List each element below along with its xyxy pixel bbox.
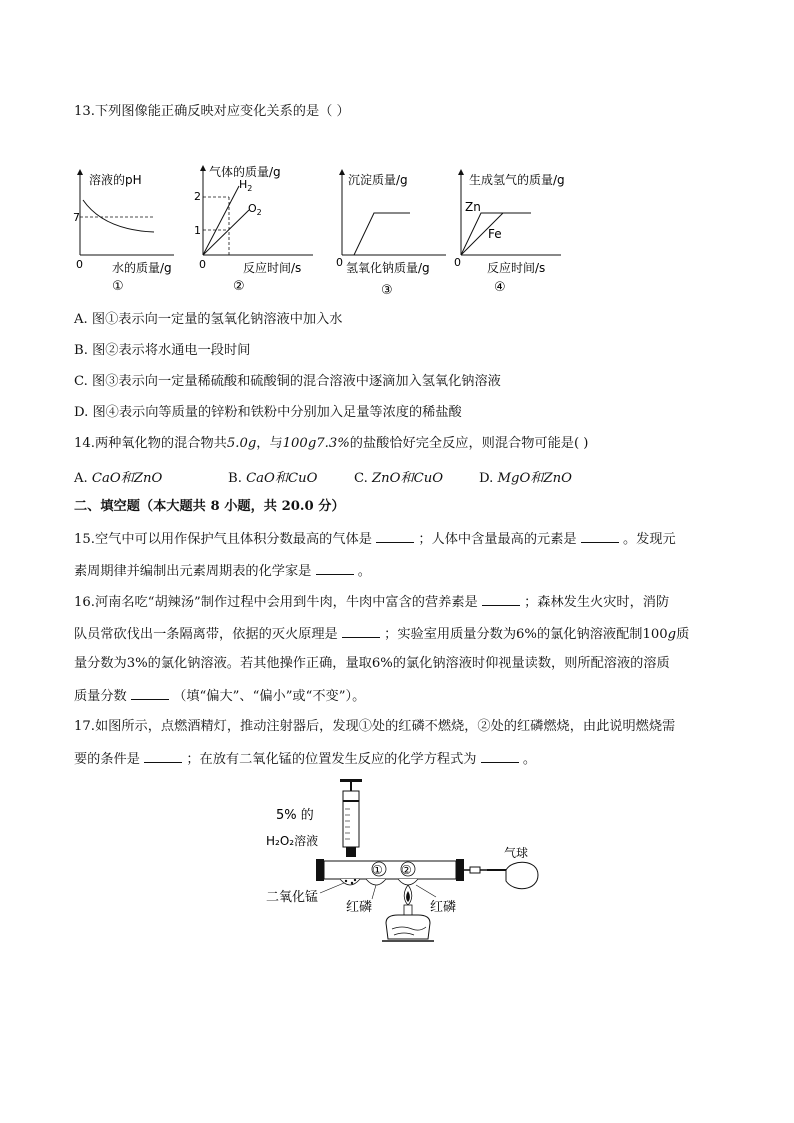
- graph3-origin: 0: [336, 256, 343, 269]
- q13-option-a: A. 图①表示向一定量的氢氧化钠溶液中加入水: [74, 312, 343, 327]
- q15-blank-2: [581, 529, 619, 543]
- q15-blank-1: [376, 529, 414, 543]
- graph4-fe: Fe: [488, 227, 502, 241]
- q14-stem: 14.两种氧化物的混合物共5.0g，与100g7.3%的盐酸恰好完全反应，则混合物可能是( ): [74, 436, 589, 451]
- label-phosphorus-1: 红磷: [346, 900, 373, 915]
- graph2-origin: 0: [199, 258, 206, 271]
- q16-line3: 量分数为3%的氯化钠溶液。若其他操作正确，量取6%的氯化钠溶液时仰视量读数，则所配溶液的溶质: [74, 656, 670, 671]
- q17-blank-2: [481, 749, 519, 763]
- graph-electrolysis: [193, 160, 323, 300]
- q17-line2: 要的条件是 ；在放有二氧化锰的位置发生反应的化学方程式为 。: [74, 749, 536, 769]
- graph2-tick-2: 2: [194, 190, 201, 203]
- label-mno2: 二氧化锰: [266, 890, 319, 905]
- graph4-ylabel: 生成氢气的质量/g: [469, 173, 565, 187]
- graph4-num: ④: [494, 280, 506, 295]
- graph-precipitate: [336, 160, 456, 300]
- q17-line1: 17.如图所示，点燃酒精灯，推动注射器后，发现①处的红磷不燃烧，②处的红磷燃烧，由此说明燃烧需: [74, 719, 676, 734]
- q16-line1: 16.河南名吃“胡辣汤”制作过程中会用到牛肉，牛肉中富含的营养素是 ；森林发生火灾时，消防: [74, 592, 669, 612]
- q15-blank-3: [316, 561, 354, 575]
- graph4-zn: Zn: [465, 200, 481, 214]
- alcohol-lamp: [382, 885, 434, 941]
- q17-blank-1: [144, 749, 182, 763]
- q14-mass1: 5.0g: [226, 436, 257, 451]
- graph-ph: [74, 160, 184, 300]
- graph2-o2: $O_2$: [248, 202, 262, 217]
- graph3-num: ③: [381, 283, 393, 298]
- graph1-origin: 0: [76, 258, 83, 271]
- q13-stem: 13.下列图像能正确反映对应变化关系的是（ ）: [74, 104, 350, 119]
- graph2-tick-1: 1: [194, 224, 201, 237]
- q14-mass2: 100g7.3%: [282, 436, 350, 451]
- q15-line1: 15.空气中可以用作保护气且体积分数最高的气体是 ；人体中含量最高的元素是 。发现元: [74, 529, 676, 549]
- q15-line2: 素周期律并编制出元素周期表的化学家是 。: [74, 561, 371, 581]
- label-h2o2-solution: H₂O₂溶液: [266, 834, 319, 848]
- graph3-xlabel: 氢氧化钠质量/g: [346, 261, 430, 275]
- q16-line2: 队员常砍伐出一条隔离带，依据的灭火原理是 ；实验室用质量分数为6%的氯化钠溶液配制100g质: [74, 624, 689, 644]
- label-phosphorus-2: 红磷: [430, 900, 457, 915]
- q14-option-b: B. CaO和CuO: [228, 471, 318, 486]
- graph2-xlabel: 反应时间/s: [243, 261, 302, 275]
- label-balloon: 气球: [504, 846, 529, 860]
- q16-blank-2: [342, 624, 380, 638]
- graph1-tick-7: 7: [73, 211, 80, 224]
- graph2-h2: $H_2$: [239, 178, 253, 193]
- section-heading: 二、填空题（本大题共 8 小题，共 20.0 分）: [74, 499, 345, 514]
- q14-option-a: A. CaO和ZnO: [74, 471, 163, 486]
- graph2-num: ②: [233, 279, 245, 294]
- marker-1: ①: [372, 863, 383, 877]
- graph1-xlabel: 水的质量/g: [112, 261, 172, 275]
- q14-option-c: C. ZnO和CuO: [354, 471, 444, 486]
- q16-blank-1: [482, 592, 520, 606]
- graph-hydrogen: [451, 160, 591, 300]
- syringe: [340, 779, 362, 857]
- graph3-ylabel: 沉淀质量/g: [348, 173, 408, 187]
- graph1-num: ①: [112, 279, 124, 294]
- q14-option-d: D. MgO和ZnO: [479, 471, 572, 486]
- label-h2o2-pct: 5% 的: [276, 808, 314, 823]
- q13-option-c: C. 图③表示向一定量稀硫酸和硫酸铜的混合溶液中逐滴加入氢氧化钠溶液: [74, 374, 501, 389]
- q13-option-d: D. 图④表示向等质量的锌粉和铁粉中分别加入足量等浓度的稀盐酸: [74, 405, 462, 420]
- marker-2: ②: [401, 863, 412, 877]
- q13-option-b: B. 图②表示将水通电一段时间: [74, 343, 251, 358]
- graph1-ylabel: 溶液的pH: [89, 173, 142, 187]
- graph2-ylabel: 气体的质量/g: [209, 165, 281, 179]
- q16-blank-3: [131, 686, 169, 700]
- q16-line4: 质量分数 （填“偏大”、“偏小”或“不变”）。: [74, 686, 365, 706]
- apparatus-diagram: [262, 775, 562, 955]
- graph4-xlabel: 反应时间/s: [487, 261, 546, 275]
- graph4-origin: 0: [454, 256, 461, 269]
